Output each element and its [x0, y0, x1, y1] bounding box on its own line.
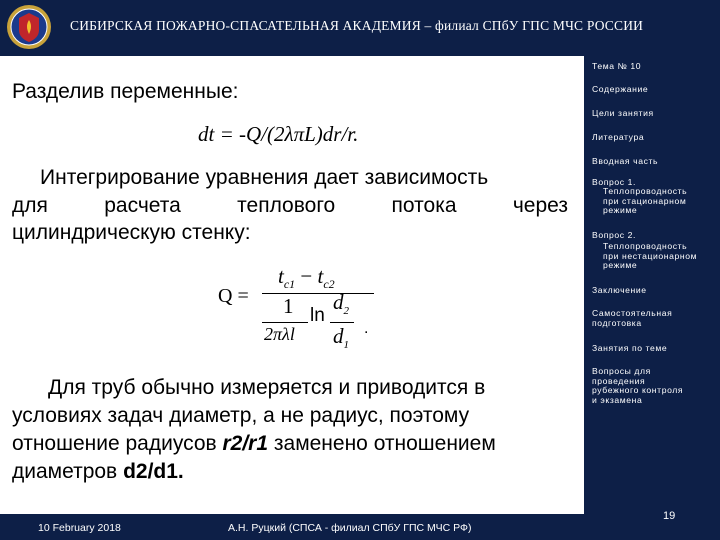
para2-text-c: диаметров — [12, 460, 124, 483]
formula-ln: ln — [310, 305, 325, 326]
para2-text-b: заменено отношением — [268, 432, 496, 455]
radius-ratio: r2/r1 — [222, 432, 269, 455]
paragraph-1-line-2-text: для расчета теплового потока через — [12, 194, 568, 217]
paragraph-1-line-2 — [12, 194, 568, 218]
paragraph-2-line-2: условиях задач диаметр, а не радиус, поэтому — [12, 404, 470, 427]
formula-t2: t — [317, 264, 324, 288]
paragraph-1-line-3: цилиндрическую стенку: — [12, 221, 251, 244]
sidebar-subitem-question-2[interactable]: Теплопроводность при нестационарном режиме — [603, 241, 698, 271]
formula-trailing-dot: . — [364, 320, 369, 337]
formula-d2: $d_2$ — [333, 290, 349, 318]
formula-t1: t — [278, 264, 284, 288]
formula-inner-fraction-bar — [262, 322, 308, 323]
paragraph-2-line-4 — [12, 460, 184, 484]
diameter-ratio: d2/d1 — [123, 460, 178, 483]
formula-t2-sub: с2 — [323, 277, 335, 292]
para2-text-a: отношение радиусов — [12, 432, 223, 455]
page-number: 19 — [663, 510, 676, 522]
paragraph-1-line-1: Интегрирование уравнения дает зависимость — [40, 166, 489, 189]
formula-minus: − — [295, 264, 318, 288]
sidebar-item-goals[interactable]: Цели занятия — [592, 108, 654, 118]
header-bar — [0, 0, 720, 54]
sidebar-item-literature[interactable]: Литература — [592, 132, 645, 142]
sidebar-item-self-study[interactable]: Самостоятельная подготовка — [592, 308, 673, 328]
sidebar-nav — [587, 56, 720, 516]
sidebar-item-introduction[interactable]: Вводная часть — [592, 156, 659, 166]
paragraph-2-line-3 — [12, 432, 496, 456]
header-title: СИБИРСКАЯ ПОЖАРНО-СПАСАТЕЛЬНАЯ АКАДЕМИЯ – филиал СПбУ ГПС МЧС РОССИИ — [70, 18, 644, 33]
sidebar-item-conclusion[interactable]: Заключение — [592, 285, 647, 295]
sidebar-item-exam-questions[interactable]: Вопросы для проведения рубежного контроля и экзамена — [592, 366, 684, 405]
sidebar-item-question-1[interactable]: Вопрос 1. — [592, 177, 636, 187]
formula-dt: dt = -Q/(2λπL)dr/r. — [198, 122, 359, 146]
paragraph-2-line-1: Для труб обычно измеряется и приводится в — [48, 376, 486, 399]
sidebar-topic: Тема № 10 — [592, 61, 642, 71]
formula-d1: $d_1$ — [333, 324, 349, 352]
formula-main-fraction-bar — [262, 293, 374, 294]
formula-heat-flow — [218, 264, 388, 358]
academy-emblem-icon — [6, 4, 52, 50]
intro-line: Разделив переменные: — [12, 80, 239, 103]
para2-final-dot: . — [177, 460, 184, 483]
formula-ratio-bar — [330, 322, 354, 323]
sidebar-item-related-lessons[interactable]: Занятия по теме — [592, 343, 668, 353]
formula-q-lhs: Q = — [218, 285, 249, 307]
footer-author: А.Н. Руцкий (СПСА - филиал СПбУ ГПС МЧС РФ) — [228, 522, 472, 534]
footer-date: 10 February 2018 — [38, 522, 121, 534]
formula-numerator — [278, 264, 335, 292]
sidebar-subitem-question-1[interactable]: Теплопроводность при стационарном режиме — [603, 186, 688, 216]
formula-denominator-one: 1 — [283, 294, 294, 318]
formula-t1-sub: с1 — [283, 277, 296, 292]
sidebar-item-contents[interactable]: Содержание — [592, 84, 649, 94]
sidebar-item-question-2[interactable]: Вопрос 2. — [592, 230, 636, 240]
formula-denominator-2pil: 2πλl — [264, 324, 295, 344]
slide-content — [0, 56, 584, 514]
